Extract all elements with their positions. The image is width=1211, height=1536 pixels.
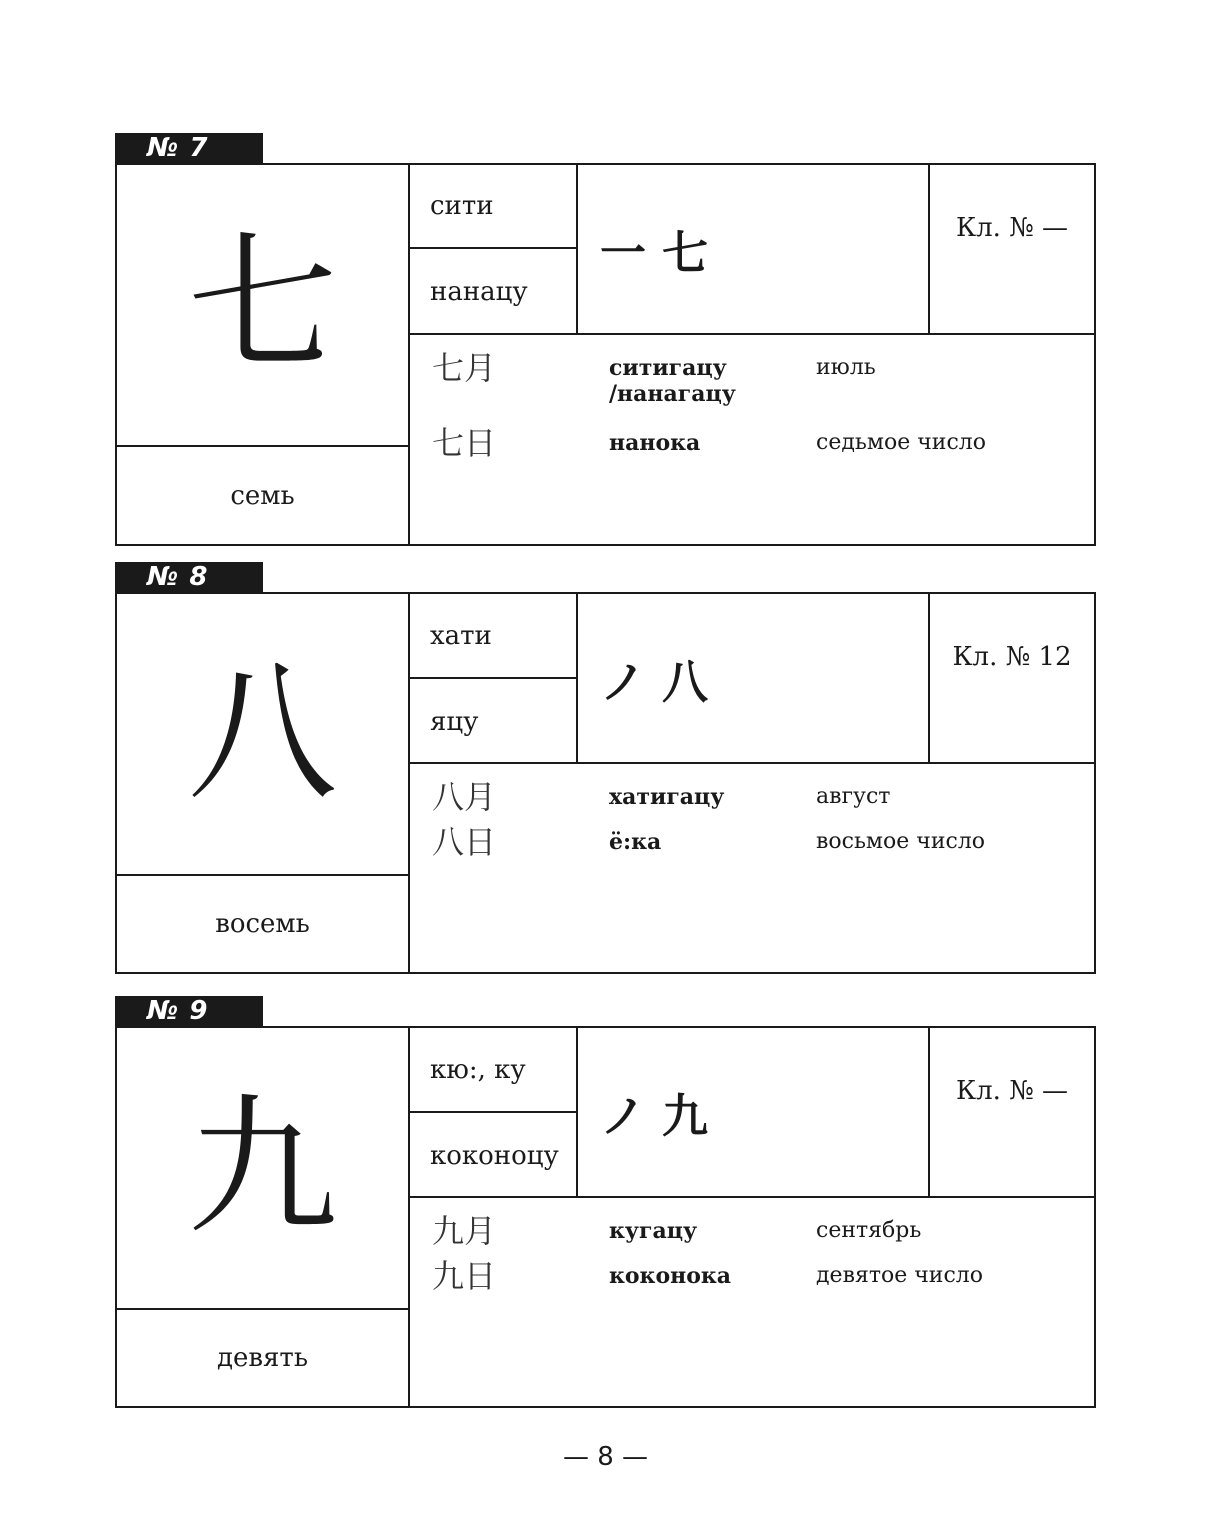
card-box xyxy=(115,1026,1096,1408)
kanji-meaning: восемь xyxy=(117,876,410,972)
example-translation: седьмое число xyxy=(816,430,986,455)
example-kanji: 七月 xyxy=(432,349,497,387)
divider xyxy=(410,1196,1094,1198)
reading-kun: нанацу xyxy=(410,249,578,335)
card-number: № 9 xyxy=(115,996,263,1026)
divider xyxy=(410,333,1094,335)
kanji-large: 九 xyxy=(117,1028,410,1310)
example-reading: хатигацу xyxy=(609,784,725,810)
example-reading-2: /нанагацу xyxy=(609,381,736,407)
card-number: № 7 xyxy=(115,133,263,163)
kanji-large: 七 xyxy=(117,165,410,447)
example-kanji: 八月 xyxy=(432,778,497,816)
example-translation: восьмое число xyxy=(816,829,986,854)
reading-kun: яцу xyxy=(410,679,578,764)
card-number: № 8 xyxy=(115,562,263,592)
example-reading-1: ситигацу xyxy=(609,355,727,381)
card-box xyxy=(115,592,1096,974)
example-kanji: 八日 xyxy=(432,823,497,861)
reading-on: кю:, ку xyxy=(410,1028,578,1113)
kanji-card-8 xyxy=(115,562,1096,974)
example-kanji: 九日 xyxy=(432,1257,497,1295)
stroke-order: 一 七 xyxy=(578,165,930,335)
kanji-meaning: семь xyxy=(117,447,410,544)
example-reading: ё:ка xyxy=(609,829,662,855)
example-reading: коконока xyxy=(609,1263,732,1289)
example-kanji: 九月 xyxy=(432,1212,497,1250)
example-reading: нанока xyxy=(609,430,701,456)
card-box xyxy=(115,163,1096,546)
kanji-card-9 xyxy=(115,996,1096,1408)
example-reading xyxy=(609,355,809,407)
example-kanji: 七日 xyxy=(432,424,497,462)
divider xyxy=(410,762,1094,764)
radical-number: Кл. № — xyxy=(955,1076,1069,1106)
example-translation: девятое число xyxy=(816,1263,984,1288)
radical-number: Кл. № 12 xyxy=(952,642,1072,672)
reading-kun: коконоцу xyxy=(410,1113,578,1198)
radical-number: Кл. № — xyxy=(955,213,1069,243)
kanji-meaning: девять xyxy=(117,1310,410,1406)
reading-on: хати xyxy=(410,594,578,679)
example-reading: кугацу xyxy=(609,1218,698,1244)
example-translation: июль xyxy=(816,355,876,380)
reading-on: сити xyxy=(410,165,578,249)
example-translation: август xyxy=(816,784,891,809)
example-translation: сентябрь xyxy=(816,1218,922,1243)
kanji-large: 八 xyxy=(117,594,410,876)
page-number: — 8 — xyxy=(562,1442,649,1472)
stroke-order: ノ 九 xyxy=(578,1028,930,1198)
stroke-order: ノ 八 xyxy=(578,594,930,764)
kanji-card-7 xyxy=(115,133,1096,546)
